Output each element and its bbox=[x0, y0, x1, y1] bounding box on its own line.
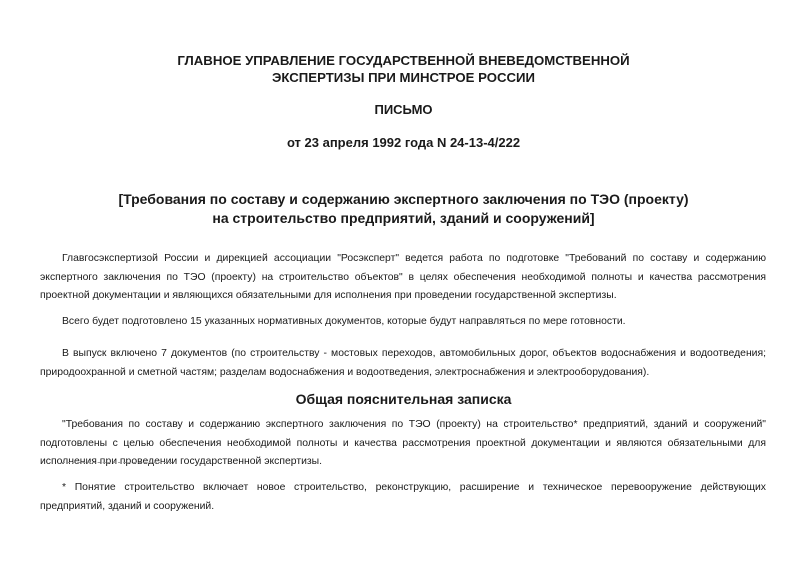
document-title-line-2: на строительство предприятий, зданий и сооружений] bbox=[212, 210, 595, 226]
document-type: ПИСЬМО bbox=[374, 102, 433, 117]
paragraph-release-contents: В выпуск включено 7 документов (по строительству - мостовых переходов, автомобильных дорог, объектов водоснабжения и водоотведения; природоохранной и сметной частям; разделам водоснабжения и водоотведения, электроснабжения и электрооборудования). bbox=[40, 348, 766, 378]
section-heading: Общая пояснительная записка bbox=[295, 391, 512, 407]
paragraph-general-note: "Требования по составу и содержанию экспертного заключения по ТЭО (проекту) на строительство* предприятий, зданий и сооружений" подготовлены с целью обеспечения необходимой полноты и качества рассмотрения проектной документации и являются обязательными для исполнения при проведении государственной экспертизы. bbox=[40, 419, 766, 467]
organization-line-2: ЭКСПЕРТИЗЫ ПРИ МИНСТРОЕ РОССИИ bbox=[272, 70, 535, 85]
document-date-number: от 23 апреля 1992 года N 24-13-4/222 bbox=[286, 135, 521, 150]
document-title-line-1: [Требования по составу и содержанию экспертного заключения по ТЭО (проекту) bbox=[118, 191, 689, 207]
document-title bbox=[0, 190, 807, 228]
footnote-separator bbox=[62, 462, 172, 463]
paragraph-documents-count: Всего будет подготовлено 15 указанных нормативных документов, которые будут направляться по мере готовности. bbox=[62, 316, 626, 327]
issuing-organization bbox=[0, 52, 807, 86]
organization-line-1: ГЛАВНОЕ УПРАВЛЕНИЕ ГОСУДАРСТВЕННОЙ ВНЕВЕДОМСТВЕННОЙ bbox=[177, 53, 630, 68]
footnote-text: * Понятие строительство включает новое строительство, реконструкцию, расширение и техническое перевооружение действующих предприятий, зданий и сооружений. bbox=[40, 482, 766, 512]
paragraph-work-in-progress: Главгосэкспертизой России и дирекцией ассоциации "Росэксперт" ведется работа по подготовке "Требований по составу и содержанию экспертного заключения по ТЭО (проекту) на строительство объектов" в целях обеспечения необходимой полноты и качества рассмотрения проектной документации и являющихся обязательными для исполнения при проведении государственной экспертизы. bbox=[40, 253, 766, 301]
